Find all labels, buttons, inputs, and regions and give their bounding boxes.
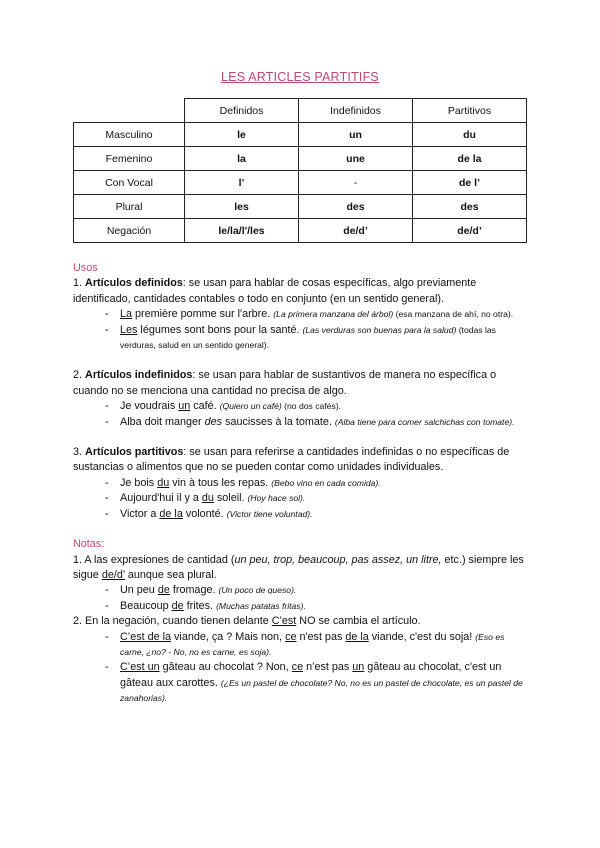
article-word: du [201,492,214,505]
note-text: etc.) siempre les sigue [73,553,524,581]
french-text: viande, ça ? Mais non, [171,630,286,643]
row-label: Femenino [74,147,185,171]
row-label: Negación [74,219,185,243]
article-word: C’est de la [120,630,172,643]
table-cell: la [185,147,299,171]
french-text: viande, c'est du soja! [368,630,476,643]
list-item [105,476,525,491]
french-text: vin à tous les repas. [169,476,272,489]
uso-definidos [73,276,525,307]
french-text: première pomme sur l'arbre. [132,308,274,321]
example-list [73,476,525,522]
french-text: Aujourd'hui il y a [120,492,202,505]
table-cell: de l’ [413,171,527,195]
list-item [105,307,525,322]
row-label: Masculino [74,123,185,147]
articles-table [73,98,527,243]
table-row [74,147,527,171]
article-word: de [171,599,184,612]
table-cell: des [413,195,527,219]
notas-heading: Notas: [73,538,105,551]
french-text: n’est pas [303,661,353,674]
term: Artículos partitivos [85,446,184,459]
table-cell: de/d’ [413,219,527,243]
section-number: 2. [73,369,86,382]
translation: (Muchas patatas fritas). [216,600,306,611]
translation: (Hoy hace sol). [247,493,306,504]
nota-2 [73,614,525,629]
example-list [73,307,525,353]
french-text: légumes sont bons pour la santé. [137,323,303,336]
french-text: Victor a [120,507,160,520]
article-word: ce [291,661,304,674]
note-text: (no dos cafés). [281,401,341,412]
example-list [73,583,525,614]
translation: (Quiero un café) [219,401,282,412]
article-word: La [120,308,133,321]
term: Artículos definidos [85,277,183,290]
article-word: Les [120,323,138,336]
list-item [105,507,525,522]
french-text: soleil. [213,492,248,505]
article-word: du [157,476,170,489]
french-text: Beaucoup [120,599,172,612]
usos-heading: Usos [73,262,98,274]
translation: (Victor tiene voluntad). [226,508,313,519]
french-text: gâteau au chocolat ? Non, [159,661,292,674]
list-item [105,399,525,414]
note-text: (todas las verduras, salud en un sentido general). [120,324,496,351]
article-word: ce [285,630,297,643]
row-label: Plural [74,195,185,219]
table-row [74,195,527,219]
section-number: 3. [73,446,86,459]
table-header-row [74,99,527,123]
article-word: un [178,400,191,413]
french-text: Je bois [120,476,158,489]
french-text: Alba doit manger [120,415,205,428]
table-cell: - [299,171,413,195]
description: : se usan para hablar de sustantivos de manera no específica o cuando no se menciona una cantidad no precisa de algo. [73,369,497,397]
table-cell: de/d’ [299,219,413,243]
column-header: Definidos [185,99,299,123]
table-row [74,219,527,243]
table-cell: les [185,195,299,219]
table-cell: des [299,195,413,219]
nota-1 [73,553,525,584]
table-cell: le [185,123,299,147]
table-cell: l’ [185,171,299,195]
list-item [105,491,525,506]
article-word: des [204,415,223,428]
list-item [105,660,525,706]
article-word: de [157,584,170,597]
table-cell: un [299,123,413,147]
translation: (Alba tiene para comer salchichas con tomate). [334,416,515,427]
table-cell: du [413,123,527,147]
table-cell: le/la/l'/les [185,219,299,243]
note-text: aunque sea plural. [124,568,217,581]
list-item [105,415,525,430]
term: Artículos indefinidos [85,369,193,382]
note-text: 1. A las expresiones de cantidad ( [73,553,235,566]
uso-partitivos [73,445,525,476]
table-row [74,171,527,195]
translation: (La primera manzana del árbol) [273,309,394,320]
translation: (Bebo vino en cada comida). [271,477,381,488]
description: : se usan para hablar de cosas específicas, algo previamente identificado, cantidades contables o todo en conjunto (en un sentido general). [73,277,477,305]
article-word: C’est [271,615,297,628]
article-word: un [352,661,365,674]
translation: (¿Es un pastel de chocolate? No, no es un pastel de chocolate, es un pastel de zanahorias). [120,677,523,704]
french-text: frites. [183,599,217,612]
list-item [105,630,525,661]
uso-indefinidos [73,368,525,399]
table-corner-cell [74,99,185,123]
note-text: NO se cambia el artículo. [296,615,421,628]
article-word: de la [159,507,183,520]
french-text: volonté. [182,507,227,520]
column-header: Partitivos [413,99,527,123]
example-list [73,630,525,707]
note-text: 2. En la negación, cuando tienen delante [73,615,272,628]
article-word: de la [345,630,369,643]
translation: (Las verduras son buenas para la salud) [302,324,457,335]
list-item [105,583,525,598]
article-word: C’est un [120,661,160,674]
translation: (Un poco de queso). [218,585,297,596]
list-item [105,323,525,354]
description: : se usan para referirse a cantidades indefinidas o no específicas de sustancias o alimentos que no se pueden contar como unidades individuales. [73,446,510,474]
document-body [73,261,525,707]
translation: (Eso es carne, ¿no? - No, no es carne, es soja). [120,631,505,657]
french-text: gâteau au chocolat, c'est un gâteau aux carottes. [120,661,502,689]
column-header: Indefinidos [299,99,413,123]
example-list [73,399,525,430]
french-text: café. [190,400,220,413]
list-item [105,599,525,614]
article-word: de/d’ [101,568,125,581]
french-text: n'est pas [296,630,346,643]
note-text: (esa manzana de ahí, no otra). [393,309,514,320]
french-text: Un peu [120,584,158,597]
quantity-expressions: un peu, trop, beaucoup, pas assez, un litre, [234,553,442,566]
french-text: Je voudrais [120,400,179,413]
row-label: Con Vocal [74,171,185,195]
french-text: saucisses à la tomate. [222,415,335,428]
table-cell: de la [413,147,527,171]
table-row [74,123,527,147]
table-cell: une [299,147,413,171]
page-title: LES ARTICLES PARTITIFS [221,70,379,84]
french-text: fromage. [169,584,219,597]
section-number: 1. [73,277,86,290]
